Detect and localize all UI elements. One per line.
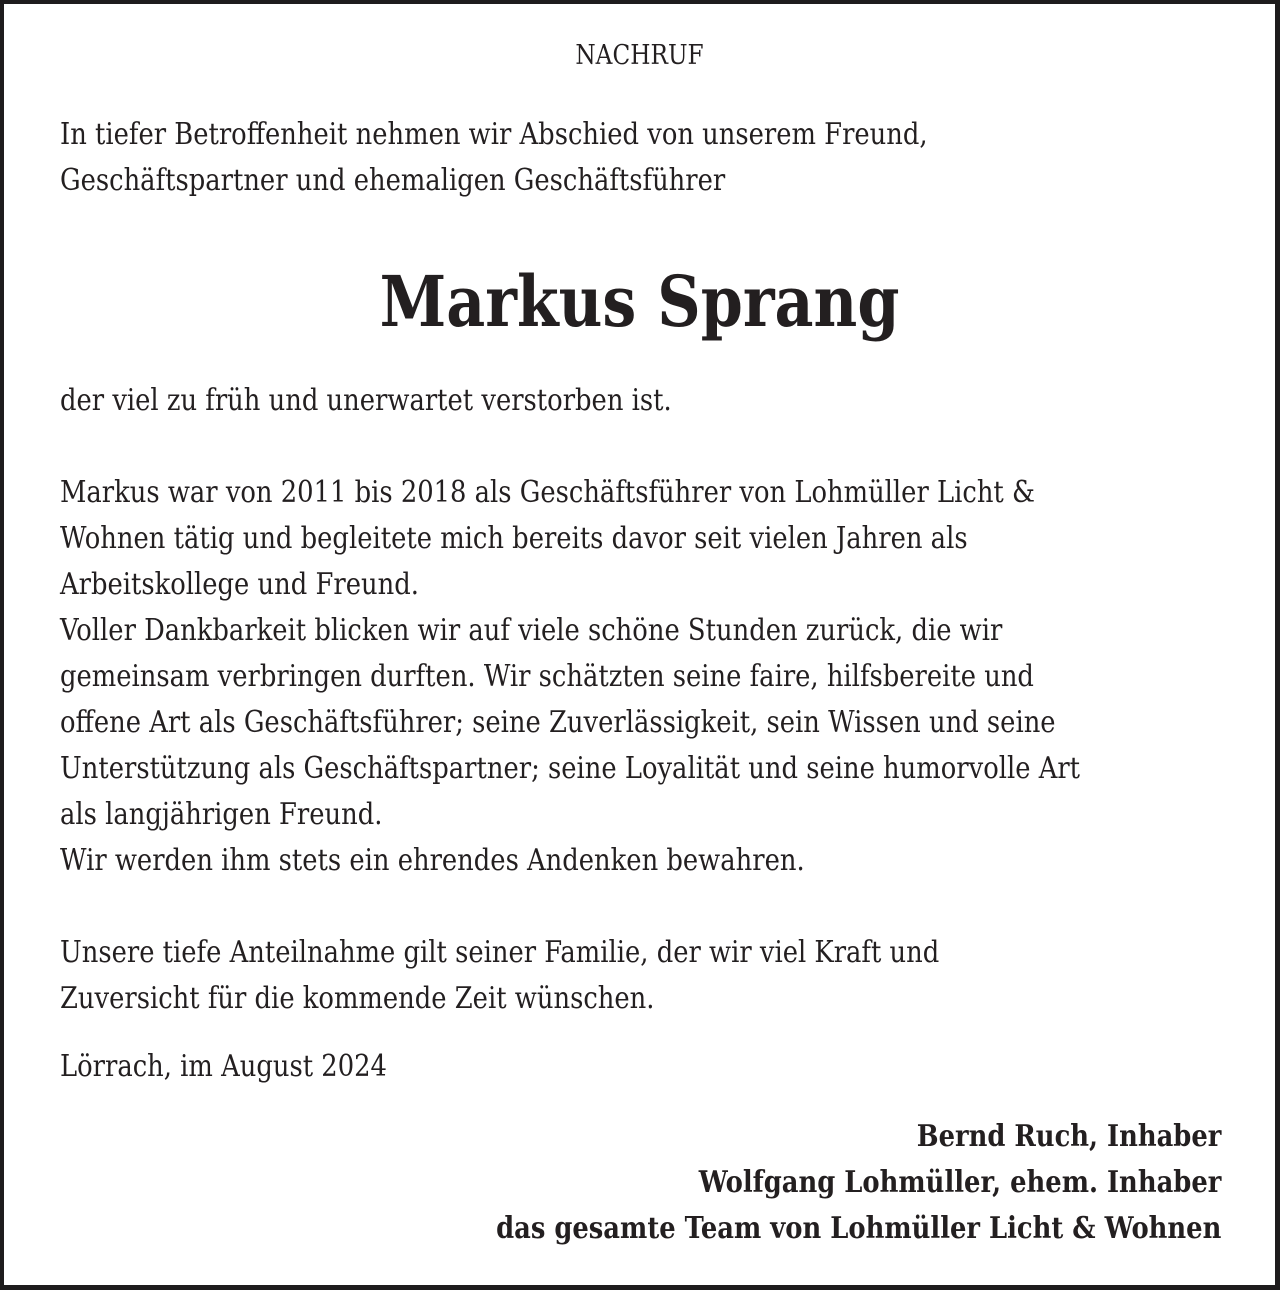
intro-line: In tiefer Betroffenheit nehmen wir Abschied von unserem Freund,	[60, 117, 928, 152]
paragraph-line: Arbeitskollege und Freund.	[60, 567, 419, 602]
paragraph-line: Voller Dankbarkeit blicken wir auf viele schöne Stunden zurück, die wir	[60, 613, 1003, 648]
paragraph-line: Wohnen tätig und begleitete mich bereits davor seit vielen Jahren als	[60, 521, 968, 556]
signers	[496, 1114, 1221, 1252]
intro-text	[60, 112, 928, 204]
paragraph-line: Unsere tiefe Anteilnahme gilt seiner Familie, der wir viel Kraft und	[60, 935, 940, 970]
deceased-name: Markus Sprang	[379, 260, 900, 343]
signer-line: Bernd Ruch, Inhaber	[916, 1119, 1221, 1154]
tagline: der viel zu früh und unerwartet verstorben ist.	[60, 383, 672, 418]
obituary-notice	[4, 4, 1275, 1285]
paragraph-line: gemeinsam verbringen durften. Wir schätzten seine faire, hilfsbereite und	[60, 659, 1034, 694]
paragraph-tribute	[60, 470, 1080, 884]
paragraph-line: Zuversicht für die kommende Zeit wünschen.	[60, 981, 655, 1016]
paragraph-line: Wir werden ihm stets ein ehrendes Andenken bewahren.	[60, 843, 805, 878]
place-date: Lörrach, im August 2024	[60, 1049, 387, 1084]
paragraph-line: als langjährigen Freund.	[60, 797, 383, 832]
signer-line: Wolfgang Lohmüller, ehem. Inhaber	[698, 1165, 1221, 1200]
paragraph-line: Unterstützung als Geschäftspartner; seine Loyalität und seine humorvolle Art	[60, 751, 1081, 786]
paragraph-line: offene Art als Geschäftsführer; seine Zuverlässigkeit, sein Wissen und seine	[60, 705, 1056, 740]
intro-line: Geschäftspartner und ehemaligen Geschäftsführer	[60, 163, 726, 198]
signer-line: das gesamte Team von Lohmüller Licht & Wohnen	[495, 1211, 1221, 1246]
paragraph-condolence	[60, 930, 939, 1022]
paragraph-line: Markus war von 2011 bis 2018 als Geschäftsführer von Lohmüller Licht &	[60, 475, 1035, 510]
notice-kicker: NACHRUF	[575, 40, 704, 71]
